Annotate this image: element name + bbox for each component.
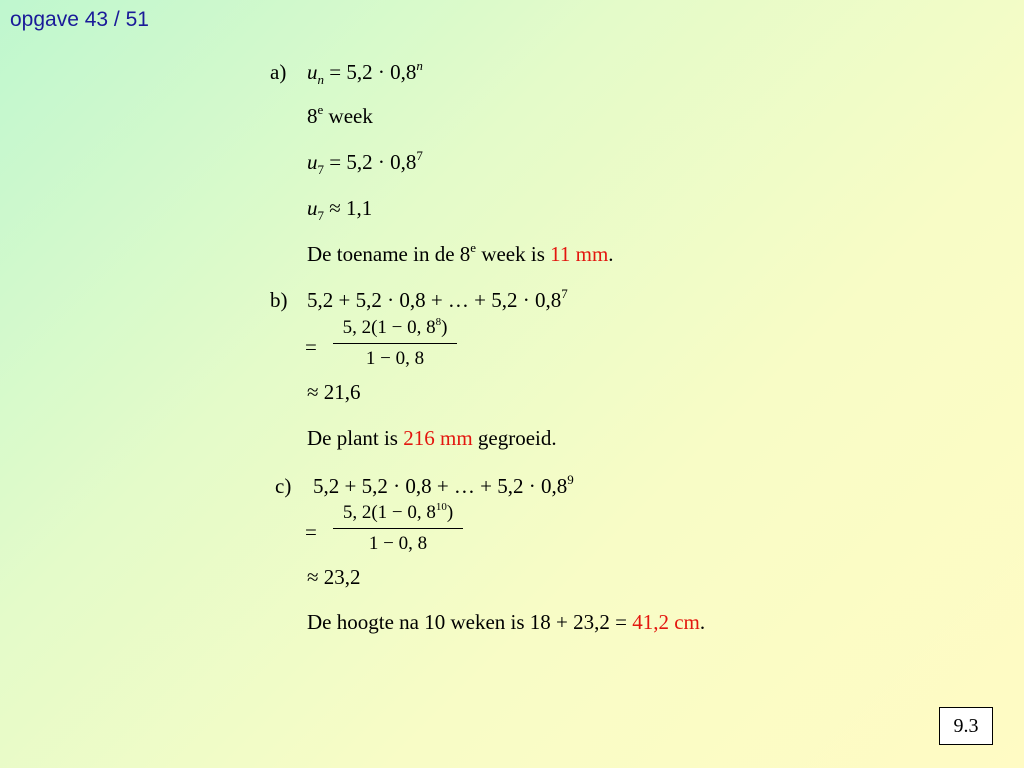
fraction-denominator: 1 − 0, 8	[365, 348, 425, 369]
conclusion-pre: De hoogte na 10 weken is 18 + 23,2 =	[307, 610, 633, 634]
conclusion-pre: De toename in de 8	[307, 242, 471, 266]
answer-highlight: 216 mm	[403, 426, 473, 450]
formula-rest: = 5,2 · 0,8	[324, 60, 417, 84]
conclusion-post: .	[608, 242, 614, 266]
part-b-conclusion	[307, 426, 557, 450]
ordinal-sup: e	[317, 102, 324, 117]
equals-sign: =	[305, 335, 317, 359]
part-b-label: b)	[270, 288, 288, 312]
fraction-numerator	[333, 502, 463, 524]
part-b-fraction	[333, 317, 457, 370]
numerator-exponent: 10	[435, 501, 447, 513]
sum-text: 5,2 + 5,2 · 0,8 + … + 5,2 · 0,8	[313, 474, 568, 498]
part-c-conclusion	[307, 610, 705, 634]
fraction-bar	[333, 528, 463, 529]
subscript: n	[317, 72, 324, 87]
part-b-sum	[307, 288, 568, 315]
part-a-u7-approx	[307, 196, 372, 223]
equals-sign: =	[305, 520, 317, 544]
numerator-pre: 5, 2(1 − 0, 8	[342, 502, 436, 523]
part-b-approx: ≈ 21,6	[307, 380, 361, 404]
page-title: opgave 43 / 51	[10, 8, 149, 31]
part-c-fraction	[333, 502, 463, 555]
numerator-post: )	[446, 502, 454, 523]
u-symbol: u	[307, 60, 318, 84]
u-symbol: u	[307, 150, 318, 174]
answer-highlight: 11 mm	[550, 242, 609, 266]
approx-value: ≈ 1,1	[324, 196, 373, 220]
ordinal-sup: e	[470, 240, 477, 255]
conclusion-mid: week is	[476, 242, 551, 266]
answer-highlight: 41,2 cm	[632, 610, 700, 634]
conclusion-post: gegroeid.	[472, 426, 557, 450]
part-c-sum	[313, 474, 574, 501]
exponent: 9	[567, 472, 574, 487]
fraction-denominator: 1 − 0, 8	[368, 533, 428, 554]
part-c-approx: ≈ 23,2	[307, 565, 361, 589]
week-word: week	[323, 104, 373, 128]
formula-rest: = 5,2 · 0,8	[324, 150, 417, 174]
week-number: 8	[307, 104, 318, 128]
section-badge: 9.3	[939, 707, 993, 745]
u-symbol: u	[307, 196, 318, 220]
sum-text: 5,2 + 5,2 · 0,8 + … + 5,2 · 0,8	[307, 288, 562, 312]
exponent: 7	[416, 148, 423, 163]
numerator-pre: 5, 2(1 − 0, 8	[342, 317, 436, 338]
subscript: 7	[317, 162, 324, 177]
exponent: n	[416, 58, 423, 73]
part-a-formula	[307, 60, 423, 87]
part-a-conclusion	[307, 242, 614, 269]
conclusion-pre: De plant is	[307, 426, 404, 450]
numerator-post: )	[441, 317, 448, 338]
part-c-label: c)	[275, 474, 292, 498]
exponent: 7	[561, 286, 568, 301]
fraction-numerator	[333, 317, 457, 339]
fraction-bar	[333, 343, 457, 344]
conclusion-post: .	[699, 610, 706, 634]
part-a-label: a)	[270, 60, 287, 84]
subscript: 7	[317, 208, 324, 223]
part-a-u7-formula	[307, 150, 423, 177]
numerator-exponent: 8	[435, 316, 442, 328]
part-a-week	[307, 104, 373, 131]
